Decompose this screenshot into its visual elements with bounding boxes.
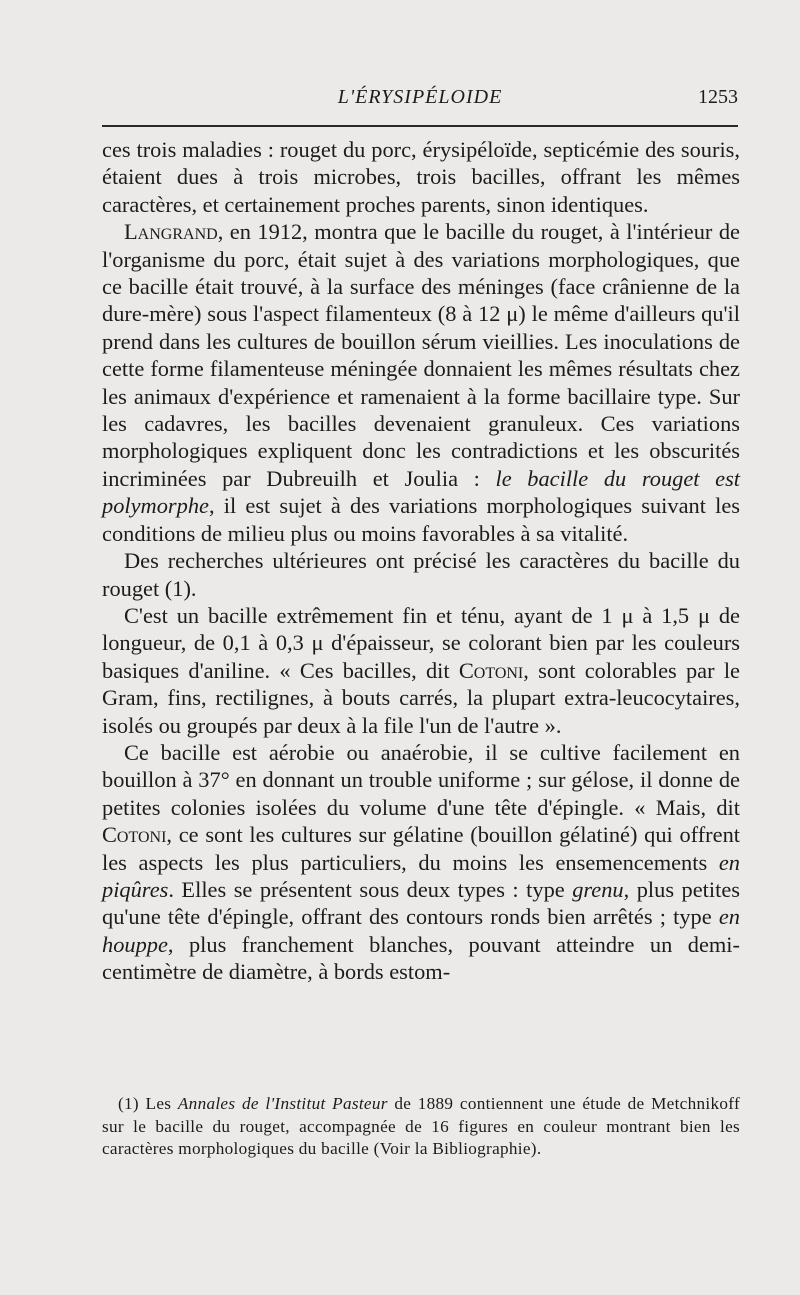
text-run: Des recherches ultérieures ont précisé les caractères du bacille du rouget (1).: [102, 548, 740, 601]
text-run: (1) Les: [118, 1094, 178, 1113]
running-title: L'ÉRYSIPÉLOIDE: [337, 86, 503, 108]
text-run: , il est sujet à des variations morphologiques suivant les conditions de milieu plus ou moins favorables à sa vitalité.: [102, 493, 740, 546]
author-name: Cotoni: [102, 822, 167, 848]
text-run: . Elles se présentent sous deux types : type: [168, 876, 573, 902]
text-run: , ce sont les cultures sur gélatine (bouillon gélatiné) qui offrent les aspects les plus particuliers, du moins les ensemencements: [102, 822, 740, 875]
paragraph: [102, 739, 740, 986]
page-number: 1253: [698, 86, 738, 108]
text-run: , plus franchement blanches, pouvant atteindre un demi-centimètre de diamètre, à bords estom-: [102, 931, 740, 985]
text-run: , en 1912, montra que le bacille du rouget, à l'intérieur de l'organisme du porc, était sujet à des variations morphologiques, que ce bacille était trouvé, à la surface des méninges (face crânienne de la dure-mère) sous l'aspect filamenteux (8 à 12 μ) le même d'ailleurs qu'il prend dans les cultures de bouillon sérum vieillies. Les inoculations de cette forme filamenteuse méningée donnaient les mêmes résultats chez les animaux d'expérience et ramenaient à la forme bacillaire type. Sur les cadavres, les bacilles devenaient granuleux. Ces variations morphologiques expliquent donc les contradictions et les obscurités incriminées par Dubreuilh et Joulia :: [102, 219, 740, 491]
header-rule: [102, 125, 738, 127]
paragraph: [102, 547, 740, 602]
page-header: [102, 86, 738, 116]
text-run: ces trois maladies : rouget du porc, érysipéloïde, septicémie des souris, étaient dues à trois microbes, trois bacilles, offrant les mêmes caractères, et certainement proches parents, sinon identiques.: [102, 137, 740, 217]
italic-text: grenu: [572, 876, 624, 902]
italic-text: en piqûres: [102, 849, 740, 902]
text-run: , plus petites qu'une tête d'épingle, offrant des contours ronds bien arrêtés ; type: [102, 876, 740, 930]
author-name: Langrand: [124, 219, 218, 245]
italic-text: Annales de l'Institut Pasteur: [177, 1094, 388, 1113]
italic-text: le bacille du rouget est polymorphe: [102, 465, 741, 519]
footnote: [102, 1093, 740, 1161]
footnote-text: [102, 1093, 740, 1161]
text-run: de 1889 contiennent une étude de Metchnikoff sur le bacille du rouget, accompagnée de 16 figures en couleur montrant bien les caractères morphologiques du bacille (Voir la Bibliographie).: [102, 1094, 740, 1159]
author-name: Cotoni: [458, 657, 524, 683]
paragraph: [102, 136, 740, 218]
text-run: , sont colorables par le Gram, fins, rectilignes, à bouts carrés, la plupart extra-leucocytaires, isolés ou groupés par deux à la file l'un de l'autre ».: [102, 657, 740, 738]
text-run: Ce bacille est aérobie ou anaérobie, il se cultive facilement en bouillon à 37° en donnant un trouble uniforme ; sur gélose, il donne de petites colonies isolées du volume d'une tête d'épingle. « Mais, dit: [102, 739, 740, 820]
paragraph: [102, 602, 740, 739]
paragraph: [102, 218, 740, 547]
italic-text: en houppe: [102, 904, 740, 957]
body-text: [102, 136, 740, 986]
text-run: C'est un bacille extrêmement fin et ténu, ayant de 1 μ à 1,5 μ de longueur, de 0,1 à 0,3 μ d'épaisseur, se colorant bien par les couleurs basiques d'aniline. « Ces bacilles, dit: [102, 602, 740, 683]
